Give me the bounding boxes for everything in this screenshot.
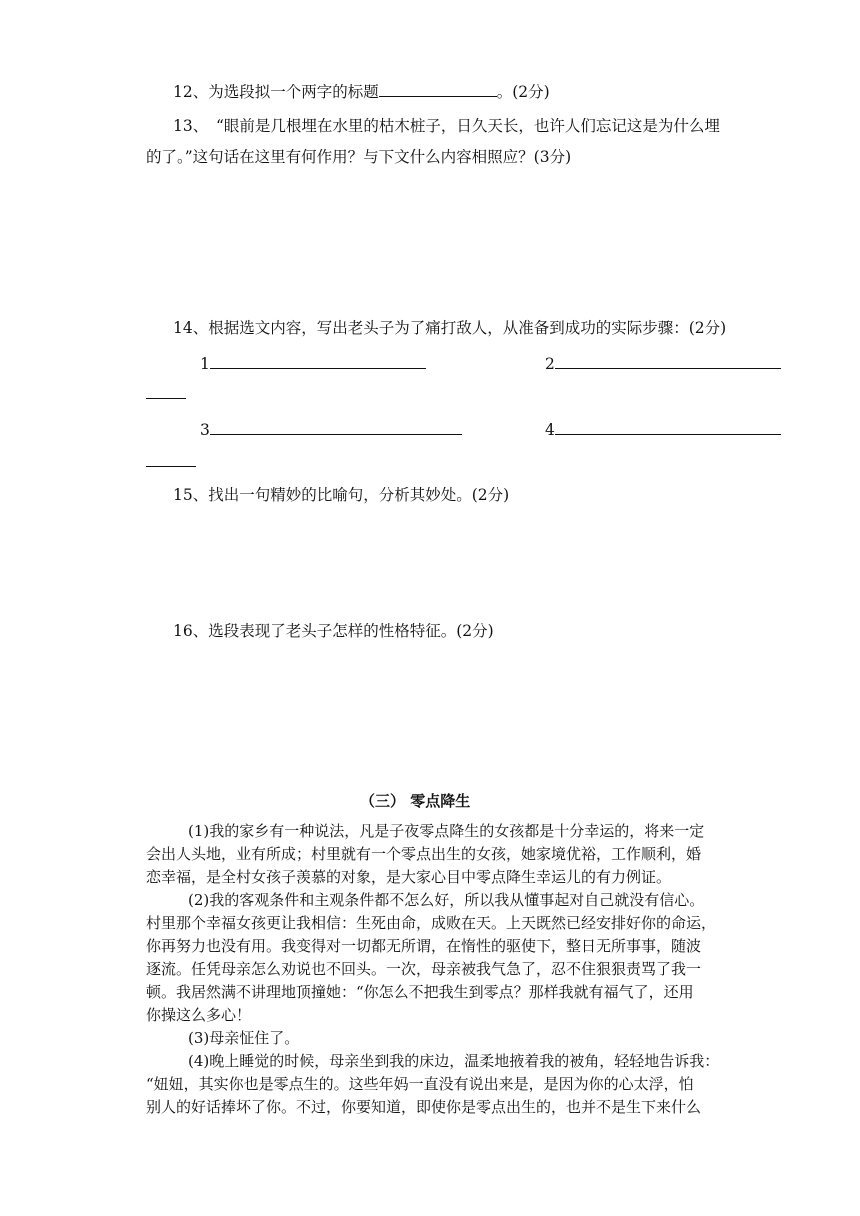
answer-blank: [555, 352, 781, 369]
passage-line: 你操这么多心！: [146, 1006, 252, 1024]
answer-step-1: [200, 352, 426, 374]
answer-blank: [555, 418, 781, 435]
question-13-line2: 的了。”这句话在这里有何作用？与下文什么内容相照应？(3分): [146, 148, 572, 166]
answer-step-4: [545, 418, 781, 440]
passage-line: 逐流。任凭母亲怎么劝说也不回头。一次，母亲被我气急了，忍不住狠狠责骂了我一: [146, 960, 702, 978]
passage-line: “妞妞，其实你也是零点生的。这些年妈一直没有说出来是，是因为你的心太浮，怕: [146, 1075, 694, 1093]
question-15: 15、找出一句精妙的比喻句，分析其妙处。(2分): [173, 486, 510, 504]
answer-blank: [210, 418, 462, 435]
question-14: 14、根据选文内容，写出老头子为了痛打敌人，从准备到成功的实际步骤：(2分): [173, 319, 727, 337]
answer-blank: [146, 382, 186, 399]
answer-blank: [379, 80, 497, 97]
section-title: （三） 零点降生: [360, 792, 471, 810]
passage-line: 恋幸福，是全村女孩子羡慕的对象，是大家心目中零点降生幸运儿的有力例证。: [146, 868, 672, 886]
passage-line: 会出人头地，业有所成；村里就有一个零点出生的女孩，她家境优裕，工作顺利，婚: [146, 845, 702, 863]
passage-line: (4)晚上睡觉的时候，母亲坐到我的床边，温柔地掖着我的被角，轻轻地告诉我：: [188, 1052, 720, 1070]
passage-line: (2)我的客观条件和主观条件都不怎么好，所以我从懂事起对自己就没有信心。: [188, 891, 705, 909]
passage-line: 你再努力也没有用。我变得对一切都无所谓，在惰性的驱使下，整日无所事事，随波: [146, 937, 702, 955]
question-13-line1: 13、 “眼前是几根埋在水里的枯木桩子，日久天长，也许人们忘记这是为什么埋: [173, 117, 720, 135]
answer-blank-continuation: [146, 450, 196, 472]
passage-line: 村里那个幸福女孩更让我相信：生死由命，成败在天。上天既然已经安排好你的命运，: [146, 914, 717, 932]
passage-line: 顿。我居然满不讲理地顶撞她：“你怎么不把我生到零点？那样我就有福气了，还用: [146, 983, 694, 1001]
answer-blank-continuation: [146, 382, 186, 404]
answer-step-3: [200, 418, 462, 440]
step-number: 1: [200, 355, 210, 373]
passage-line: 别人的好话捧坏了你。不过，你要知道，即使你是零点出生的，也并不是生下来什么: [146, 1098, 702, 1116]
answer-blank: [210, 352, 426, 369]
answer-step-2: [545, 352, 781, 374]
step-number: 2: [545, 355, 555, 373]
step-number: 4: [545, 421, 555, 439]
question-12-text: 12、为选段拟一个两字的标题: [173, 83, 379, 101]
answer-blank: [146, 450, 196, 467]
question-16: 16、选段表现了老头子怎样的性格特征。(2分): [173, 622, 494, 640]
step-number: 3: [200, 421, 210, 439]
passage-line: (1)我的家乡有一种说法，凡是子夜零点降生的女孩都是十分幸运的，将来一定: [188, 822, 705, 840]
question-12-tail: 。(2分): [496, 83, 550, 101]
passage-line: (3)母亲怔住了。: [188, 1029, 300, 1047]
question-12: [173, 80, 550, 102]
